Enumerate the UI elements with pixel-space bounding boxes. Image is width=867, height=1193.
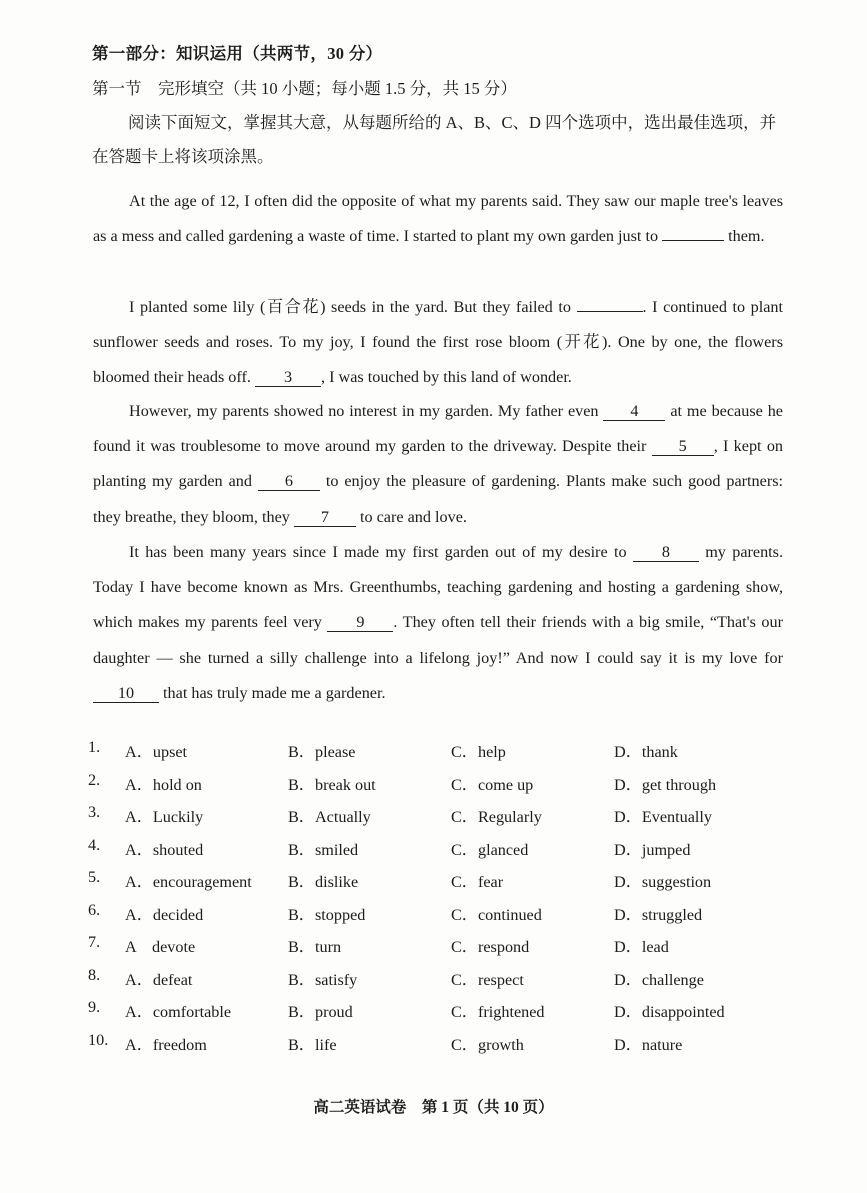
option-c: C．respect [451,970,524,989]
option-d: D．jumped [614,840,691,859]
option-row-8 [88,966,788,996]
option-d: D．get through [614,775,717,794]
option-d: D．disappointed [614,1003,725,1021]
option-d: D．struggled [614,905,703,924]
passage-text: them. [728,227,765,246]
option-a: A．encouragement [125,873,252,891]
question-number: 6. [88,900,101,919]
blank-7: 7 [294,508,356,527]
option-row-4 [88,836,788,866]
option-b: B．life [288,1035,337,1054]
passage-paragraph-1 [93,184,783,254]
option-row-9 [88,998,788,1028]
blank-3: 3 [255,368,321,387]
option-row-1 [88,738,788,768]
option-c: C．frightened [451,1003,545,1021]
option-d: D．thank [614,743,678,761]
passage-text: At the age of 12, I often did the opposite of what my parents said. They saw our maple tree's leaves as a mess and called gardening a waste of time. I started to plant my own garden just to [93,192,783,246]
question-number: 4. [88,835,101,854]
option-a: A．comfortable [125,1003,232,1021]
option-b: B．stopped [288,905,366,924]
option-a: A．decided [125,905,204,924]
question-number: 5. [88,868,101,886]
question-number: 9. [88,998,101,1016]
passage-text: to care and love. [359,507,467,526]
passage-text: to enjoy the pleasure of gardening. Plants make such good partners: they breathe, they bloom, they [93,472,784,526]
option-c: C．respond [451,938,530,956]
option-d: D．nature [614,1035,683,1054]
option-row-7 [88,933,788,963]
option-b: B．please [288,743,356,761]
blank-6: 6 [258,472,320,491]
passage-text: at me because he found it was troublesome to move around my garden to the driveway. Despite their [93,402,783,456]
page-footer: 高二英语试卷 第 1 页（共 10 页） [313,1099,554,1116]
option-a: A．defeat [125,970,193,989]
subsection-title: 第一节 完形填空（共 10 小题；每小题 1.5 分，共 15 分） [92,79,517,98]
option-a: A．hold on [125,775,202,794]
option-a: A devote [125,938,196,956]
blank-10: 10 [93,684,159,703]
option-row-2 [88,771,788,801]
question-number: 2. [88,770,101,789]
option-b: B．satisfy [288,970,358,989]
passage-text: I planted some lily (百合花) seeds in the yard. But they failed to [129,298,571,316]
option-b: B．dislike [288,873,359,891]
question-number: 1. [88,738,101,756]
passage-text: . I continued to plant sunflower seeds and roses. To my joy, I found the first rose bloom (开花). One by one, the flowers bloomed their heads off. [93,298,784,387]
option-c: C．growth [451,1035,524,1054]
option-a: A．freedom [125,1035,207,1054]
option-c: C．fear [451,873,504,891]
passage-paragraph-3 [93,394,783,535]
option-c: C．continued [451,905,542,924]
passage-text: It has been many years since I made my first garden out of my desire to [129,543,627,561]
question-number: 3. [88,803,101,821]
passage-text: my parents. Today I have become known as Mrs. Greenthumbs, teaching gardening and hosting a gardening show, which makes my parents feel very [93,543,784,632]
option-c: C．glanced [451,840,529,859]
option-d: D．lead [614,938,669,956]
blank-4: 4 [603,402,665,421]
option-b: B．turn [288,938,342,956]
section-title: 第一部分：知识运用（共两节，30 分） [92,44,383,63]
option-row-5 [88,868,788,898]
option-b: B．break out [288,775,376,794]
instructions: 阅读下面短文，掌握其大意，从每题所给的 A、B、C、D 四个选项中，选出最佳选项，并在答题卡上将该项涂黑。 [92,113,777,166]
option-row-3 [88,803,788,833]
option-d: D．challenge [614,970,704,989]
passage-text: However, my parents showed no interest in my garden. My father even [129,402,599,420]
option-row-10 [88,1031,788,1061]
question-number: 8. [88,965,101,984]
option-b: B．proud [288,1003,353,1021]
option-a: A．Luckily [125,808,204,826]
blank-1 [662,240,724,241]
passage-text: , I kept on planting my garden and [93,437,784,491]
option-b: B．Actually [288,808,371,826]
blank-5: 5 [652,437,714,456]
option-a: A．shouted [125,840,204,859]
passage-text: , I was touched by this land of wonder. [321,368,572,387]
option-b: B．smiled [288,840,359,859]
option-a: A．upset [125,743,188,761]
option-d: D．Eventually [614,808,713,826]
option-c: C．help [451,743,506,761]
option-row-6 [88,901,788,931]
passage-text: . They often tell their friends with a big smile, “That's our daughter — she turned a silly challenge into a lifelong joy!” And now I could say it is my love for [93,613,783,667]
question-number: 10. [88,1030,109,1049]
blank-2 [577,311,643,312]
option-d: D．suggestion [614,873,712,891]
option-c: C．come up [451,775,534,794]
passage-text: that has truly made me a gardener. [163,683,386,702]
option-c: C．Regularly [451,808,542,826]
passage-paragraph-2 [93,290,783,396]
passage-paragraph-4 [93,535,783,711]
blank-8: 8 [633,543,699,562]
question-number: 7. [88,933,101,951]
blank-9: 9 [327,613,393,632]
